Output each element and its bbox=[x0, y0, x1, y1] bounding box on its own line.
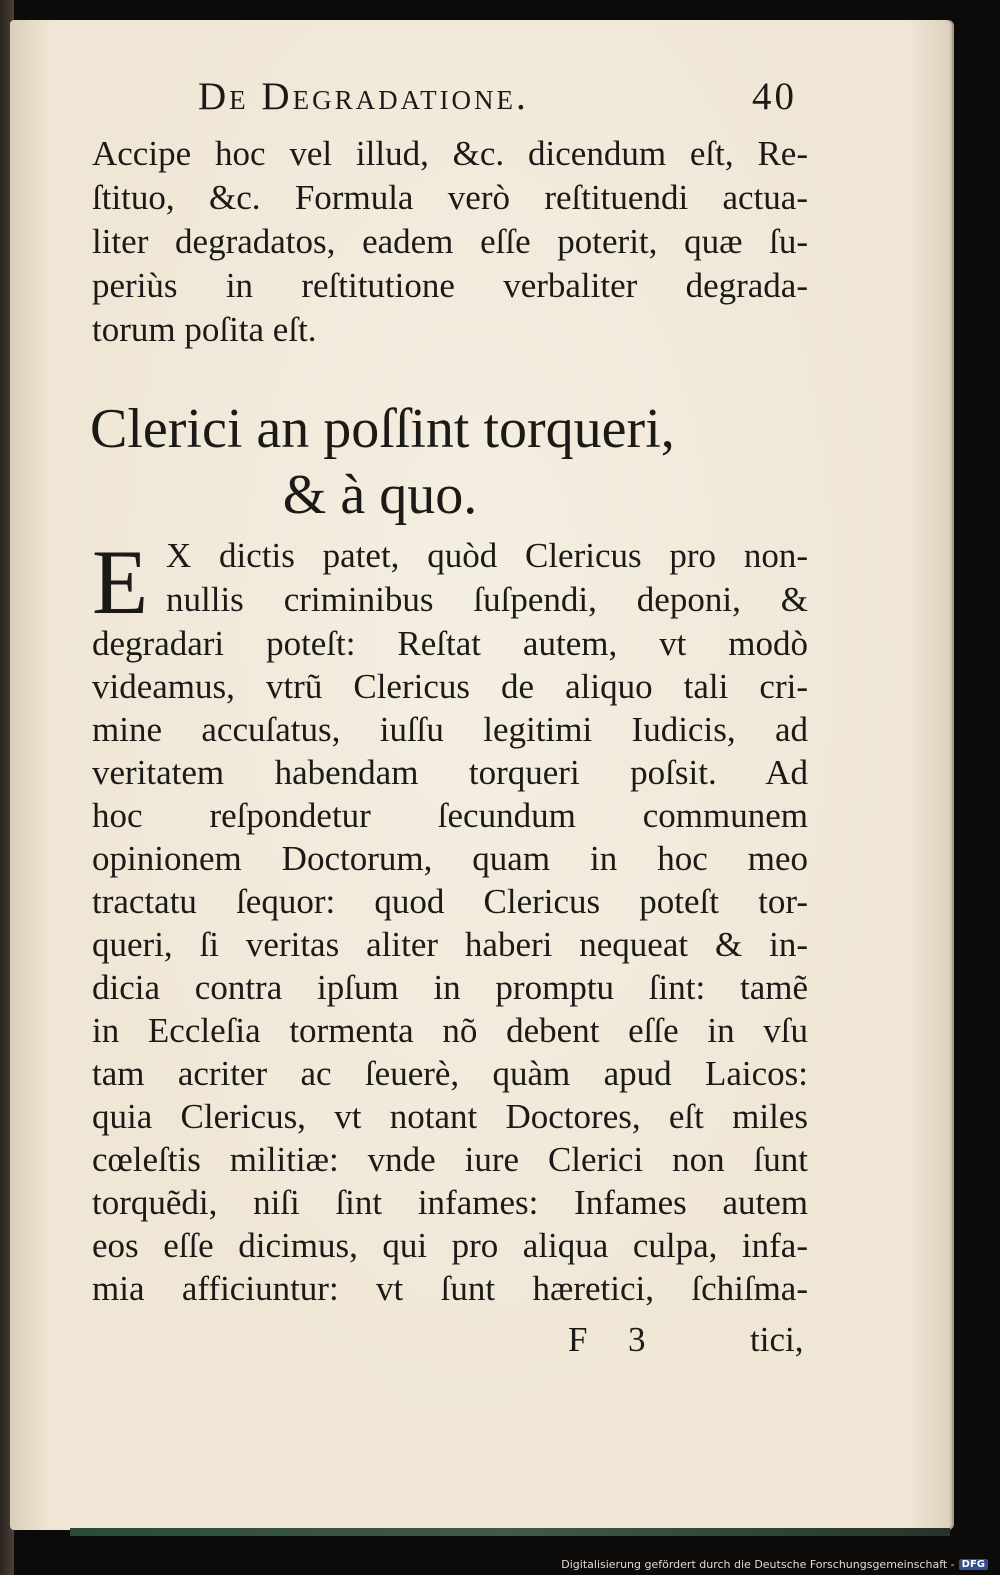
text-line: hoc reſpondetur ſecundum communem bbox=[92, 796, 808, 835]
text-line: videamus, vtrũ Clericus de aliquo tali cri- bbox=[92, 667, 808, 706]
text-line: X dictis patet, quòd Clericus pro non- bbox=[166, 536, 808, 575]
text-line: liter degradatos, eadem eſſe poterit, quæ ſu- bbox=[92, 222, 808, 261]
drop-cap: E bbox=[92, 531, 149, 633]
text-line: in Eccleſia tormenta nõ debent eſſe in vſu bbox=[92, 1011, 808, 1050]
text-line: eos eſſe dicimus, qui pro aliqua culpa, infa- bbox=[92, 1226, 808, 1265]
page-number: 40 bbox=[752, 75, 797, 118]
text-line: periùs in reſtitutione verbaliter degrada- bbox=[92, 266, 808, 305]
catchword: tici, bbox=[750, 1320, 804, 1359]
running-header bbox=[198, 74, 818, 124]
heading-line: Clerici an poſſint torqueri, bbox=[90, 398, 675, 460]
text-line: mia afficiuntur: vt ſunt hæretici, ſchiſma- bbox=[92, 1269, 808, 1308]
text-line: veritatem habendam torqueri poſsit. Ad bbox=[92, 753, 808, 792]
running-title: De Degradatione. bbox=[198, 75, 529, 118]
signature-number: 3 bbox=[628, 1320, 646, 1359]
text-line: tam acriter ac ſeuerè, quàm apud Laicos: bbox=[92, 1054, 808, 1093]
signature-letter: F bbox=[568, 1320, 588, 1359]
text-line: torum poſita eſt. bbox=[92, 310, 317, 349]
text-line: dicia contra ipſum in promptu ſint: tamẽ bbox=[92, 968, 808, 1007]
text-line: quia Clericus, vt notant Doctores, eſt miles bbox=[92, 1097, 808, 1136]
text-line: opinionem Doctorum, quam in hoc meo bbox=[92, 839, 808, 878]
text-line: tractatu ſequor: quod Clericus poteſt tor- bbox=[92, 882, 808, 921]
heading-line: & à quo. bbox=[282, 464, 478, 526]
text-line: mine accuſatus, iuſſu legitimi Iudicis, ad bbox=[92, 710, 808, 749]
text-line: queri, ſi veritas aliter haberi nequeat & in- bbox=[92, 925, 808, 964]
text-line: cœleſtis militiæ: vnde iure Clerici non ſunt bbox=[92, 1140, 808, 1179]
book-cover-edge bbox=[70, 1528, 950, 1536]
text-line: degradari poteſt: Reſtat autem, vt modò bbox=[92, 624, 808, 663]
text-line: torquẽdi, niſi ſint infames: Infames autem bbox=[92, 1183, 808, 1222]
text-line: nullis criminibus ſuſpendi, deponi, & bbox=[166, 580, 808, 619]
digitization-credit bbox=[561, 1558, 988, 1571]
credit-text: Digitalisierung gefördert durch die Deutsche Forschungsgemeinschaft - bbox=[561, 1558, 955, 1571]
dfg-logo-icon: DFG bbox=[959, 1559, 988, 1570]
text-line: ſtituo, &c. Formula verò reſtituendi actua- bbox=[92, 178, 808, 217]
text-line: Accipe hoc vel illud, &c. dicendum eſt, Re- bbox=[92, 134, 808, 173]
